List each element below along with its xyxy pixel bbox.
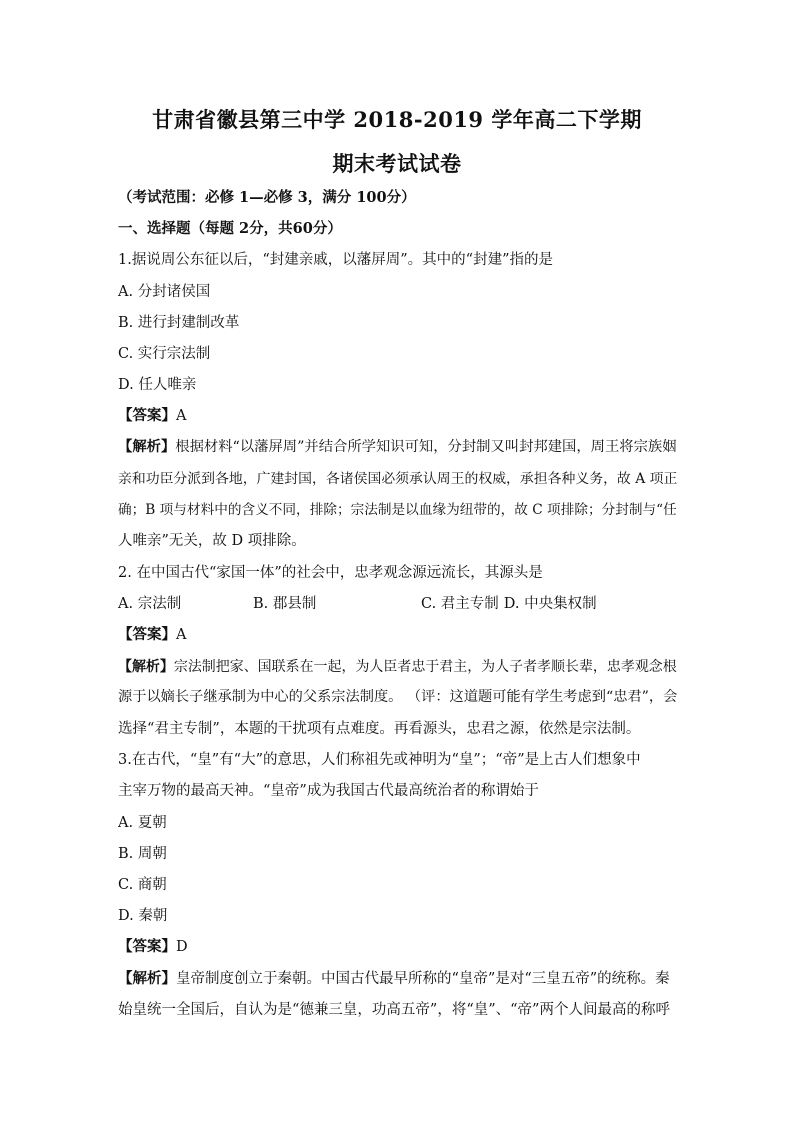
analysis-label: 【解析】 [118,970,176,987]
analysis-label: 【解析】 [118,439,176,455]
exam-scope: （考试范围：必修 1—必修 3，满分 100分） [118,189,416,206]
q2-option-a: A. 宗法制 [118,596,182,612]
answer-value: D [176,939,188,955]
q1-analysis-line4: 人唯亲”无关，故 D 项排除。 [118,533,306,549]
q2-analysis-line2: 源于以嫡长子继承制为中心的父系宗法制度。 （评：这道题可能有学生考虑到“忠君”，会 [118,689,678,705]
q3-answer [118,935,188,956]
analysis-label: 【解析】 [118,659,174,675]
answer-label: 【答案】 [118,626,176,643]
q3-analysis-line1 [118,967,670,988]
exam-title-line2: 期末考试试卷 [332,151,462,176]
q1-stem: 1.据说周公东征以后，“封建亲戚，以藩屏周”。其中的“封建”指的是 [118,252,553,268]
answer-value: A [176,627,187,643]
q1-option-b: B. 进行封建制改革 [118,315,240,331]
q1-analysis-line1 [118,436,677,456]
answer-label: 【答案】 [118,407,176,424]
q1-analysis-line3: 确；B 项与材料中的含义不同，排除；宗法制是以血缘为纽带的，故 C 项排除；分封制与“任 [118,502,677,518]
q2-options-row [118,592,597,613]
analysis-text: 宗法制把家、国联系在一起，为人臣者忠于君主，为人子者孝顺长辈，忠孝观念根 [173,659,677,675]
exam-title-line1: 甘肃省徽县第三中学 2018-2019 学年高二下学期 [152,107,642,132]
q1-option-c: C. 实行宗法制 [118,346,211,362]
q2-option-c: C. 君主专制 [421,596,499,612]
q2-analysis-line3: 选择“君主专制”，本题的干扰项有点难度。再看源头，忠君之源，依然是宗法制。 [118,721,641,737]
answer-label: 【答案】 [118,938,176,955]
analysis-text: 根据材料“以藩屏周”并结合所学知识可知，分封制又叫封邦建国，周王将宗族姻 [175,439,677,455]
q3-stem-line1: 3.在古代，“皇”有“大”的意思，人们称祖先或神明为“皇”；“帝”是上古人们想象中 [118,752,641,768]
q2-analysis-line1 [118,655,677,675]
q3-analysis-line2: 始皇统一全国后，自认为是“德兼三皇，功高五帝”，将“皇”、“帝”两个人间最高的称呼 [118,1002,670,1018]
answer-value: A [176,408,187,424]
q1-option-a: A. 分封诸侯国 [118,284,211,300]
q1-option-d: D. 任人唯亲 [118,377,197,393]
section-heading: 一、选择题（每题 2分，共60分） [118,220,342,237]
q1-analysis-line2: 亲和功臣分派到各地，广建封国，各诸侯国必须承认周王的权威，承担各种义务，故 A 项正 [118,471,678,487]
q3-option-a: A. 夏朝 [118,815,167,831]
q3-option-d: D. 秦朝 [118,908,168,924]
q2-stem: 2. 在中国古代“家国一体”的社会中，忠孝观念源远流长，其源头是 [118,565,543,581]
analysis-text: 皇帝制度创立于秦朝。中国古代最早所称的“皇帝”是对“三皇五帝”的统称。秦 [176,971,670,987]
q3-stem-line2: 主宰万物的最高天神。“皇帝”成为我国古代最高统治者的称谓始于 [118,783,539,799]
q2-option-d: D. 中央集权制 [503,596,597,612]
q3-option-c: C. 商朝 [118,877,167,893]
q3-option-b: B. 周朝 [118,846,167,862]
q2-option-b: B. 郡县制 [253,596,317,612]
q1-answer [118,404,186,425]
q2-answer [118,623,186,644]
